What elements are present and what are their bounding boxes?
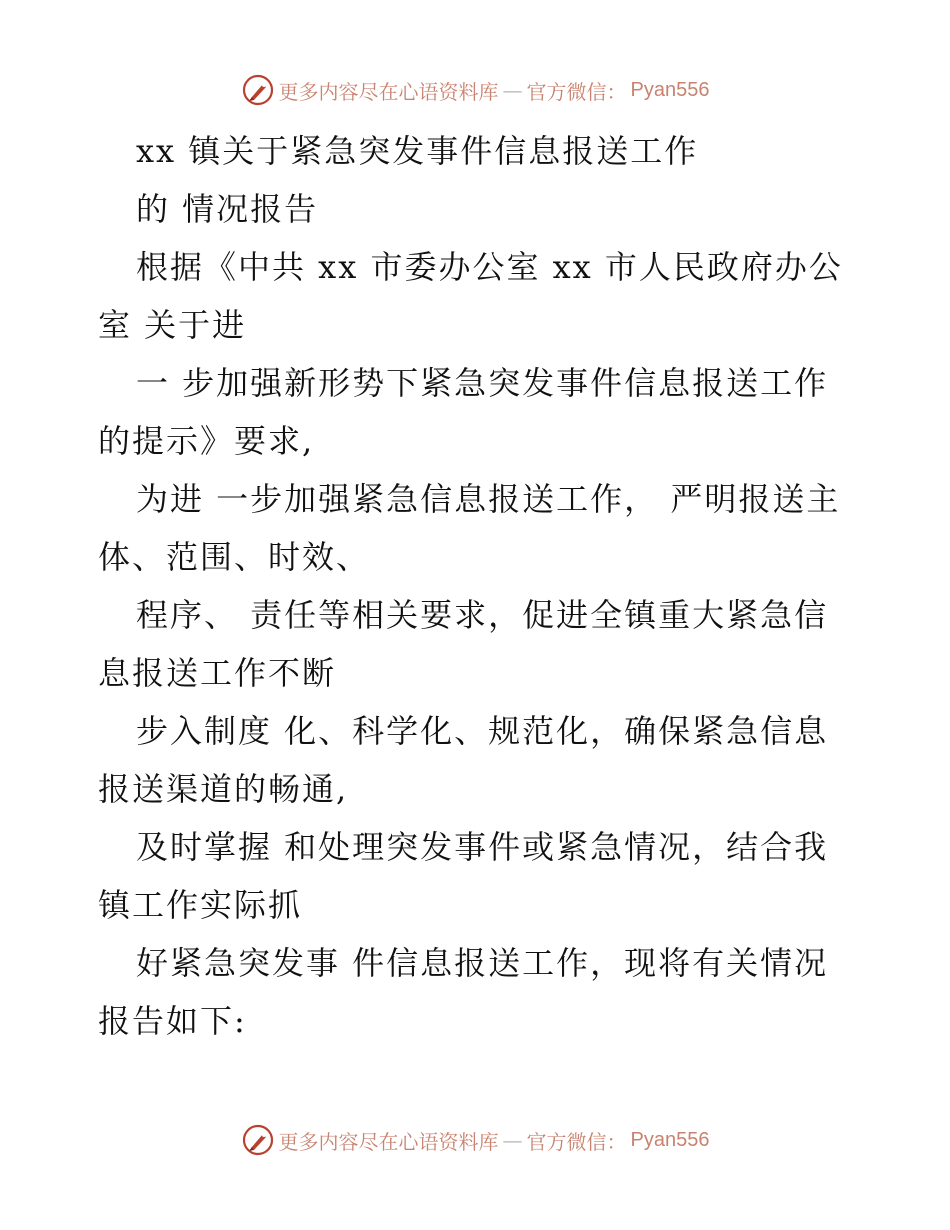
paragraph-line: 体、范围、时效、 xyxy=(98,538,371,576)
footer-watermark xyxy=(0,1120,950,1160)
paragraph-line: 步入制度 化、科学化、规范化，确保紧急信息 xyxy=(136,712,829,750)
paragraph-line: 为进 一步加强紧急信息报送工作， 严明报送主 xyxy=(136,480,841,518)
watermark-contact: 官方微信： xyxy=(526,79,627,104)
document-title-line-2: 的 情况报告 xyxy=(136,190,319,228)
watermark-dash: — xyxy=(502,78,523,102)
paragraph-line: 息报送工作不断 xyxy=(98,654,337,692)
paragraph-line: 室 关于进 xyxy=(98,306,247,344)
document-title-line-1: xx 镇关于紧急突发事件信息报送工作 xyxy=(136,132,699,170)
paragraph-line: 好紧急突发事 件信息报送工作，现将有关情况 xyxy=(136,944,829,982)
paragraph-line: 的提示》要求, xyxy=(98,422,315,460)
pen-logo-icon xyxy=(241,1123,275,1157)
paragraph-line: 镇工作实际抓 xyxy=(98,886,303,924)
pen-logo-icon xyxy=(241,73,275,107)
header-watermark xyxy=(0,70,950,110)
watermark-id: Pyan556 xyxy=(630,78,710,101)
paragraph-line: 一 步加强新形势下紧急突发事件信息报送工作 xyxy=(136,364,829,402)
watermark-id: Pyan556 xyxy=(630,1128,710,1151)
watermark-group xyxy=(241,73,710,107)
paragraph-line: 根据《中共 xx 市委办公室 xx 市人民政府办公 xyxy=(136,248,843,286)
watermark-text: 更多内容尽在心语资料库 xyxy=(278,79,499,104)
paragraph-line: 报告如下: xyxy=(98,1002,247,1040)
watermark-contact: 官方微信： xyxy=(526,1129,627,1154)
watermark-group xyxy=(241,1123,710,1157)
paragraph-line: 及时掌握 和处理突发事件或紧急情况，结合我 xyxy=(136,828,829,866)
paragraph-line: 报送渠道的畅通, xyxy=(98,770,349,808)
paragraph-line: 程序、 责任等相关要求，促进全镇重大紧急信 xyxy=(136,596,829,634)
document-body xyxy=(98,122,858,1050)
watermark-dash: — xyxy=(502,1128,523,1152)
watermark-text: 更多内容尽在心语资料库 xyxy=(278,1129,499,1154)
